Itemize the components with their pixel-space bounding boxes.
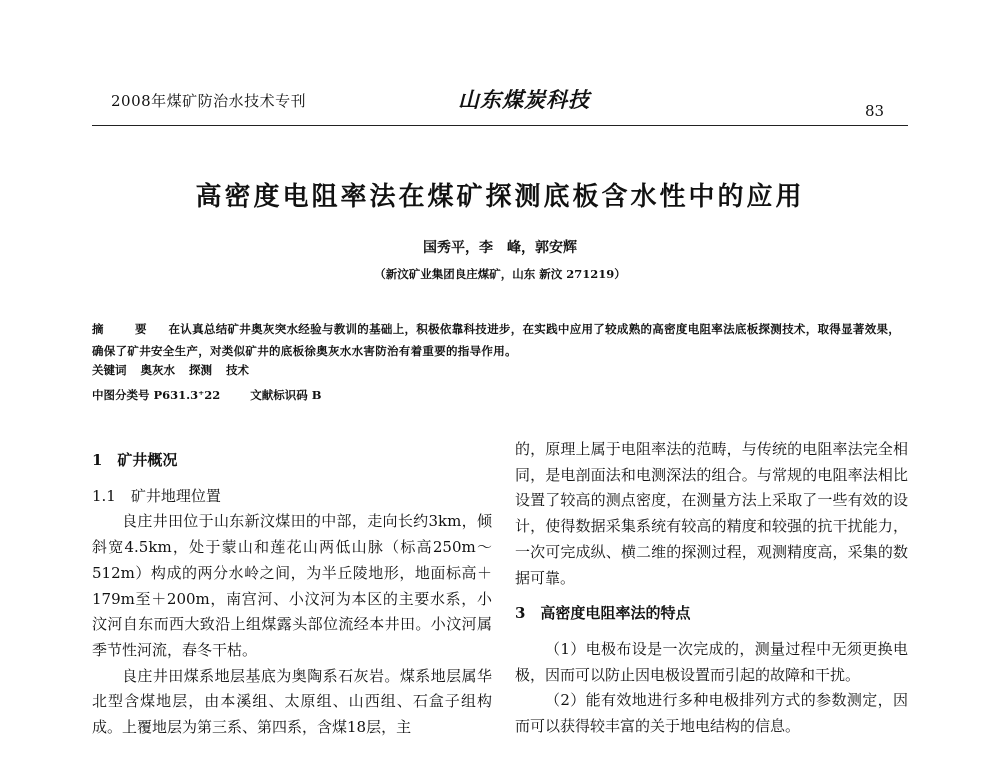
affiliation: （新汶矿业集团良庄煤矿，山东 新汶 271219）: [374, 267, 626, 281]
body-paragraph: （2）能有效地进行多种电极排列方式的参数测定，因而可以获得较丰富的关于地电结构的信息。: [515, 691, 908, 736]
doc-code-label: 文献标识码: [250, 388, 308, 402]
keyword: 探测: [189, 363, 213, 377]
header-rule: [92, 125, 908, 126]
running-title: 2008年煤矿防治水技术专刊: [111, 92, 307, 110]
classification: [92, 387, 322, 403]
abstract-text: 在认真总结矿井奥灰突水经验与教训的基础上，积极依靠科技进步，在实践中应用了较成熟的高密度电阻率法底板探测技术，取得显著效果，确保了矿井安全生产，对类似矿井的底板徐奥灰水水害防治有着重要的指导作用。: [92, 322, 901, 358]
doc-code-value: B: [311, 388, 322, 402]
clc-label: 中图分类号: [92, 388, 150, 402]
section-heading: 3 高密度电阻率法的特点: [515, 604, 691, 623]
section-heading: 1 矿井概况: [92, 451, 178, 469]
right-column: [515, 437, 908, 740]
subsection-heading: 1.1 矿井地理位置: [92, 486, 221, 505]
body-paragraph: 良庄井田煤系地层基底为奥陶系石灰岩。煤系地层属华北型含煤地层，由本溪组、太原组、山西组、石盒子组构成。上覆地层为第三系、第四系，含煤18层，主: [92, 666, 492, 737]
body-paragraph: 良庄井田位于山东新汶煤田的中部，走向长约3km，倾斜宽4.5km，处于蒙山和莲花山两低山脉（标高250m～512m）构成的两分水岭之间，为半丘陵地形，地面标高＋179m至＋200m，南宫河、小汶河为本区的主要水系，小汶河自东而西大致沿上组煤露头部位流经本井田。小汶河属季节性河流，春冬干枯。: [92, 512, 492, 659]
page-number: 83: [865, 102, 885, 120]
clc-value: P631.3⁺22: [153, 388, 221, 402]
keywords-label: 关键词: [92, 363, 127, 377]
body-paragraph: （1）电极布设是一次完成的，测量过程中无须更换电极，因而可以防止因电极设置而引起的故障和干扰。: [515, 639, 908, 684]
journal-name: 山东煤炭科技: [458, 87, 590, 112]
abstract: [92, 318, 908, 362]
keyword: 奥灰水: [140, 363, 176, 377]
keywords: [92, 362, 249, 378]
abstract-label: 摘 要: [92, 322, 157, 336]
keyword: 技术: [226, 363, 250, 377]
authors: 国秀平，李 峰，郭安辉: [423, 240, 577, 256]
body-paragraph: 的，原理上属于电阻率法的范畴，与传统的电阻率法完全相同，是电剖面法和电测深法的组合。与常规的电阻率法相比设置了较高的测点密度，在测量方法上采取了一些有效的设计，使得数据采集系统有较高的精度和较强的抗干扰能力，一次可完成纵、横二维的探测过程，观测精度高，采集的数据可靠。: [515, 440, 908, 587]
article-title: 高密度电阻率法在煤矿探测底板含水性中的应用: [195, 182, 805, 212]
left-column: [92, 448, 492, 741]
